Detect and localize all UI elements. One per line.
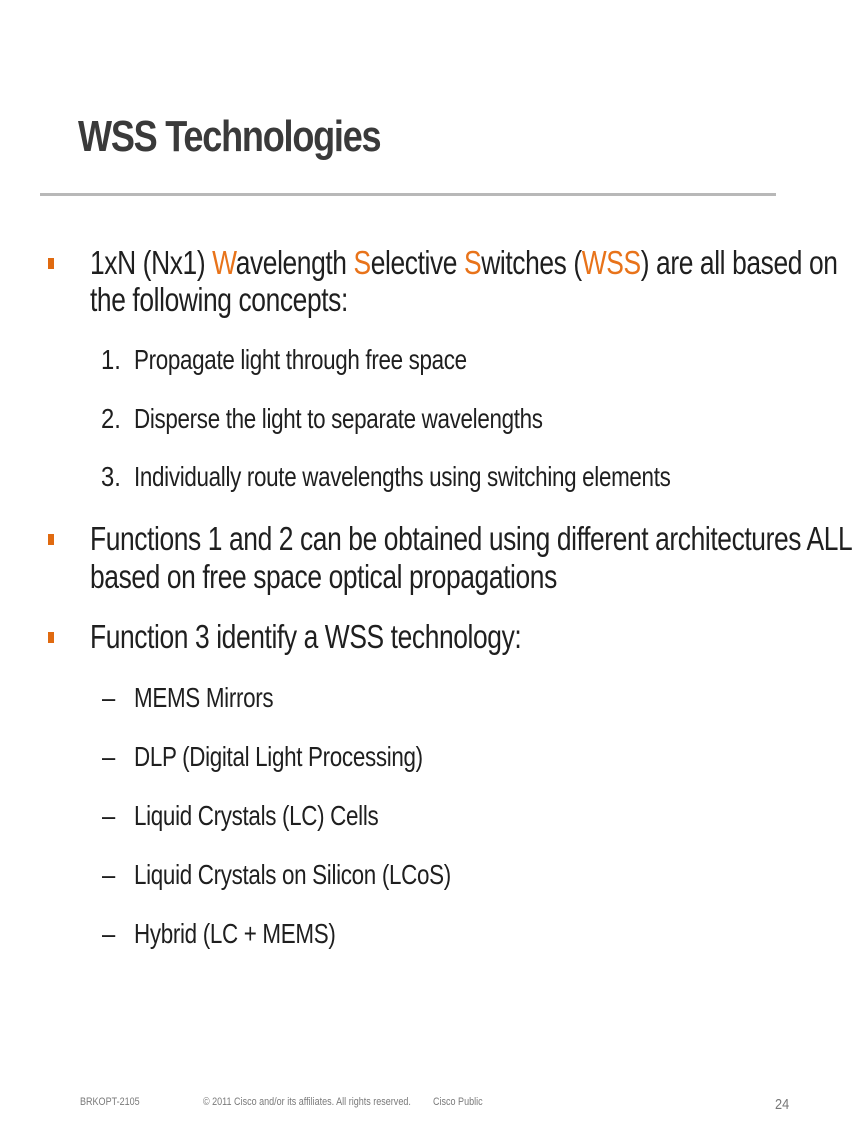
bullet-2-line-2: based on free space optical propagations [90,558,557,595]
bullet-1-line-1: 1xN (Nx1) Wavelength Selective Switches (WSS) are all based on [90,244,838,281]
bullet-1-line-2: the following concepts: [90,281,348,318]
slide-title: WSS Technologies [78,112,381,161]
bullet-2-line-1: Functions 1 and 2 can be obtained using different architectures ALL [90,520,852,557]
accent-letter: S [353,244,371,281]
accent-acronym: WSS [581,244,641,281]
footer-classification: Cisco Public [433,1096,483,1108]
dash-marker: – [102,682,116,713]
title-divider [40,193,776,196]
technology-item: Liquid Crystals on Silicon (LCoS) [134,859,451,890]
bullet-icon [48,534,54,545]
dash-marker: – [102,918,116,949]
bullet-icon [48,632,54,643]
page-number: 24 [775,1096,790,1113]
list-number: 2. [101,403,121,434]
accent-letter: W [212,244,236,281]
concept-item: Individually route wavelengths using switching elements [134,461,671,492]
footer-session-code: BRKOPT-2105 [80,1096,140,1108]
dash-marker: – [102,800,116,831]
footer-copyright: © 2011 Cisco and/or its affiliates. All rights reserved. [203,1096,411,1108]
technology-item: Hybrid (LC + MEMS) [134,918,336,949]
technology-item: Liquid Crystals (LC) Cells [134,800,379,831]
accent-letter: S [464,244,482,281]
dash-marker: – [102,741,116,772]
technology-item: MEMS Mirrors [134,682,274,713]
list-number: 1. [101,344,121,375]
dash-marker: – [102,859,116,890]
technology-item: DLP (Digital Light Processing) [134,741,423,772]
concept-item: Propagate light through free space [134,344,467,375]
bullet-3-line-1: Function 3 identify a WSS technology: [90,618,522,655]
concept-item: Disperse the light to separate wavelengths [134,403,543,434]
list-number: 3. [101,461,121,492]
bullet-icon [48,258,54,269]
